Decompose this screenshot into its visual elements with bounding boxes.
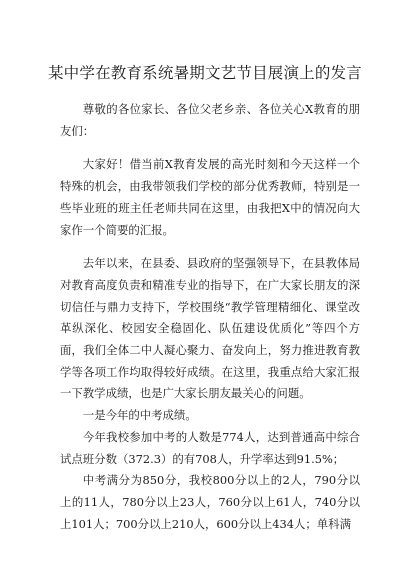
- enrollment-paragraph: 今年我校参加中考的人数是774人，达到普通高中综合试点班分数（372.3）的有708人，升学率达到91.5%；: [60, 429, 360, 466]
- document-title: 某中学在教育系统暑期文艺节目展演上的发言: [47, 64, 362, 82]
- section-heading-exam-results: 一是今年的中考成绩。: [82, 408, 197, 423]
- document-body: [60, 99, 360, 535]
- opening-paragraph: 大家好！借当前X教育发展的高光时刻和今天这样一个特殊的机会，由我带领我们学校的部分优秀教师，特别是一些毕业班的班主任老师共同在这里，由我把X中的情况向大家作一个简要的汇报。: [60, 157, 360, 237]
- greeting-paragraph: 尊敬的各位家长、各位父老乡亲、各位关心X教育的朋友们：: [60, 102, 360, 138]
- summary-paragraph: 去年以来，在县委、县政府的坚强领导下，在县教体局对教育高度负责和精准专业的指导下，在广大家长朋友的深切信任与鼎力支持下，学校围绕“教学管理精细化、课堂改革纵深化、校园安全稳固化、队伍建设优质化”等四个方面，我们全体二中人凝心聚力、奋发向上，努力推进教育教学等各项工作均取得较好成绩。在这里，我重点给大家汇报一下教学成绩，也是广大家长朋友最关心的问题。: [60, 256, 360, 401]
- score-breakdown-paragraph: 中考满分为850分，我校800分以上的2人，790分以上的11人，780分以上23人，760分以上61人，740分以上101人；700分以上210人，600分以上434人；单科满: [60, 473, 360, 531]
